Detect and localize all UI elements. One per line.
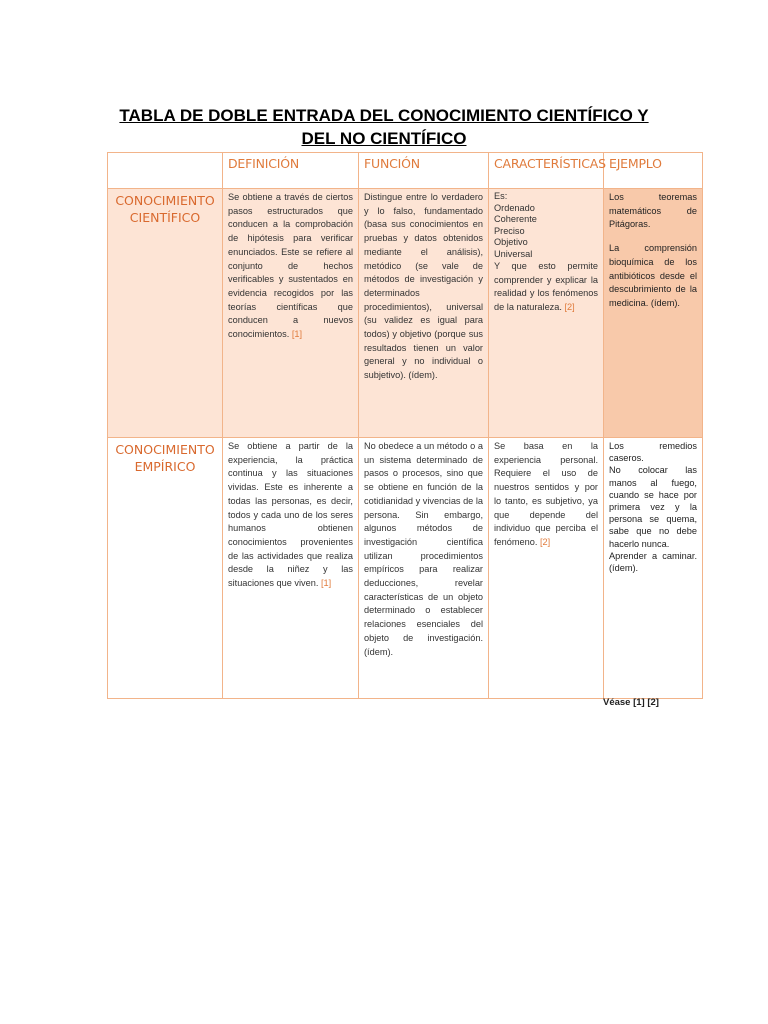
table-row (108, 189, 703, 438)
comparison-table (107, 152, 703, 699)
row-label-empirico: CONOCIMIENTO EMPÍRICO (108, 438, 223, 699)
cell-caracteristicas-cientifico: Es: Ordenado Coherente Preciso Objetivo Universal Y que esto permite comprender y explicar la realidad y los fenómenos de la naturaleza. [2] (489, 189, 604, 438)
cell-definicion-empirico: Se obtiene a partir de la experiencia, la práctica continua y las situaciones vividas. Este es inherente a todas las personas, es decir, todos y cada uno de los seres humanos obtienen conocimientos provenientes de las actividades que realiza desde la niñez y las situaciones que viven. [1] (223, 438, 359, 699)
cell-funcion-empirico: No obedece a un método o a un sistema determinado de pasos o procesos, sino que se obtiene en función de la cotidianidad y vivencias de la persona. Sin embargo, algunos métodos de investigación científica utilizan procedimientos empíricos para realizar deducciones, revelar características de un objeto determinado o establecer relaciones esenciales del objeto de investigación. (ídem). (359, 438, 489, 699)
table-header-row (108, 153, 703, 189)
reference-link[interactable]: [2] (539, 536, 551, 547)
page-title (100, 104, 668, 150)
reference-link[interactable]: [1] (291, 329, 303, 340)
title-line-2: DEL NO CIENTÍFICO (301, 129, 467, 148)
row-label-cientifico: CONOCIMIENTO CIENTÍFICO (108, 189, 223, 438)
cell-ejemplo-cientifico: Los teoremas matemáticos de Pitágoras. La comprensión bioquímica de los antibióticos desde el descubrimiento de la medicina. (ídem). (604, 189, 703, 438)
header-caracteristicas: CARACTERÍSTICAS (489, 153, 604, 189)
header-ejemplo: EJEMPLO (604, 153, 703, 189)
cell-ejemplo-empirico: Los remedios caseros. No colocar las manos al fuego, cuando se hace por primera vez y la persona se quema, sabe que no debe hacerlo nunca. Aprender a caminar. (ídem). (604, 438, 703, 699)
reference-link[interactable]: [2] (564, 302, 575, 313)
header-funcion: FUNCIÓN (359, 153, 489, 189)
reference-link[interactable]: [1] (320, 578, 332, 589)
footnote: Véase [1] [2] (603, 697, 659, 708)
header-empty (108, 153, 223, 189)
cell-definicion-cientifico: Se obtiene a través de ciertos pasos estructurados que conducen a la comprobación de hipótesis para verificar enunciados. Este se refiere al conjunto de hechos verificables y sustentados en evidencia recogidos por las teorías científicas que conducen a nuevos conocimientos. [1] (223, 189, 359, 438)
cell-funcion-cientifico: Distingue entre lo verdadero y lo falso, fundamentado (basa sus conocimientos en pruebas y datos obtenidos mediante el análisis), metódico (se vale de métodos de investigación y determinados procedimientos), universal (su validez es igual para todos) y objetivo (porque sus resultados tienen un valor general y no individual o subjetivo). (ídem). (359, 189, 489, 438)
header-definicion: DEFINICIÓN (223, 153, 359, 189)
table-row (108, 438, 703, 699)
title-line-1: TABLA DE DOBLE ENTRADA DEL CONOCIMIENTO CIENTÍFICO Y (119, 106, 649, 125)
cell-caracteristicas-empirico: Se basa en la experiencia personal. Requiere el uso de nuestros sentidos y por lo tanto, es subjetivo, ya que depende del individuo que perciba el fenómeno. [2] (489, 438, 604, 699)
